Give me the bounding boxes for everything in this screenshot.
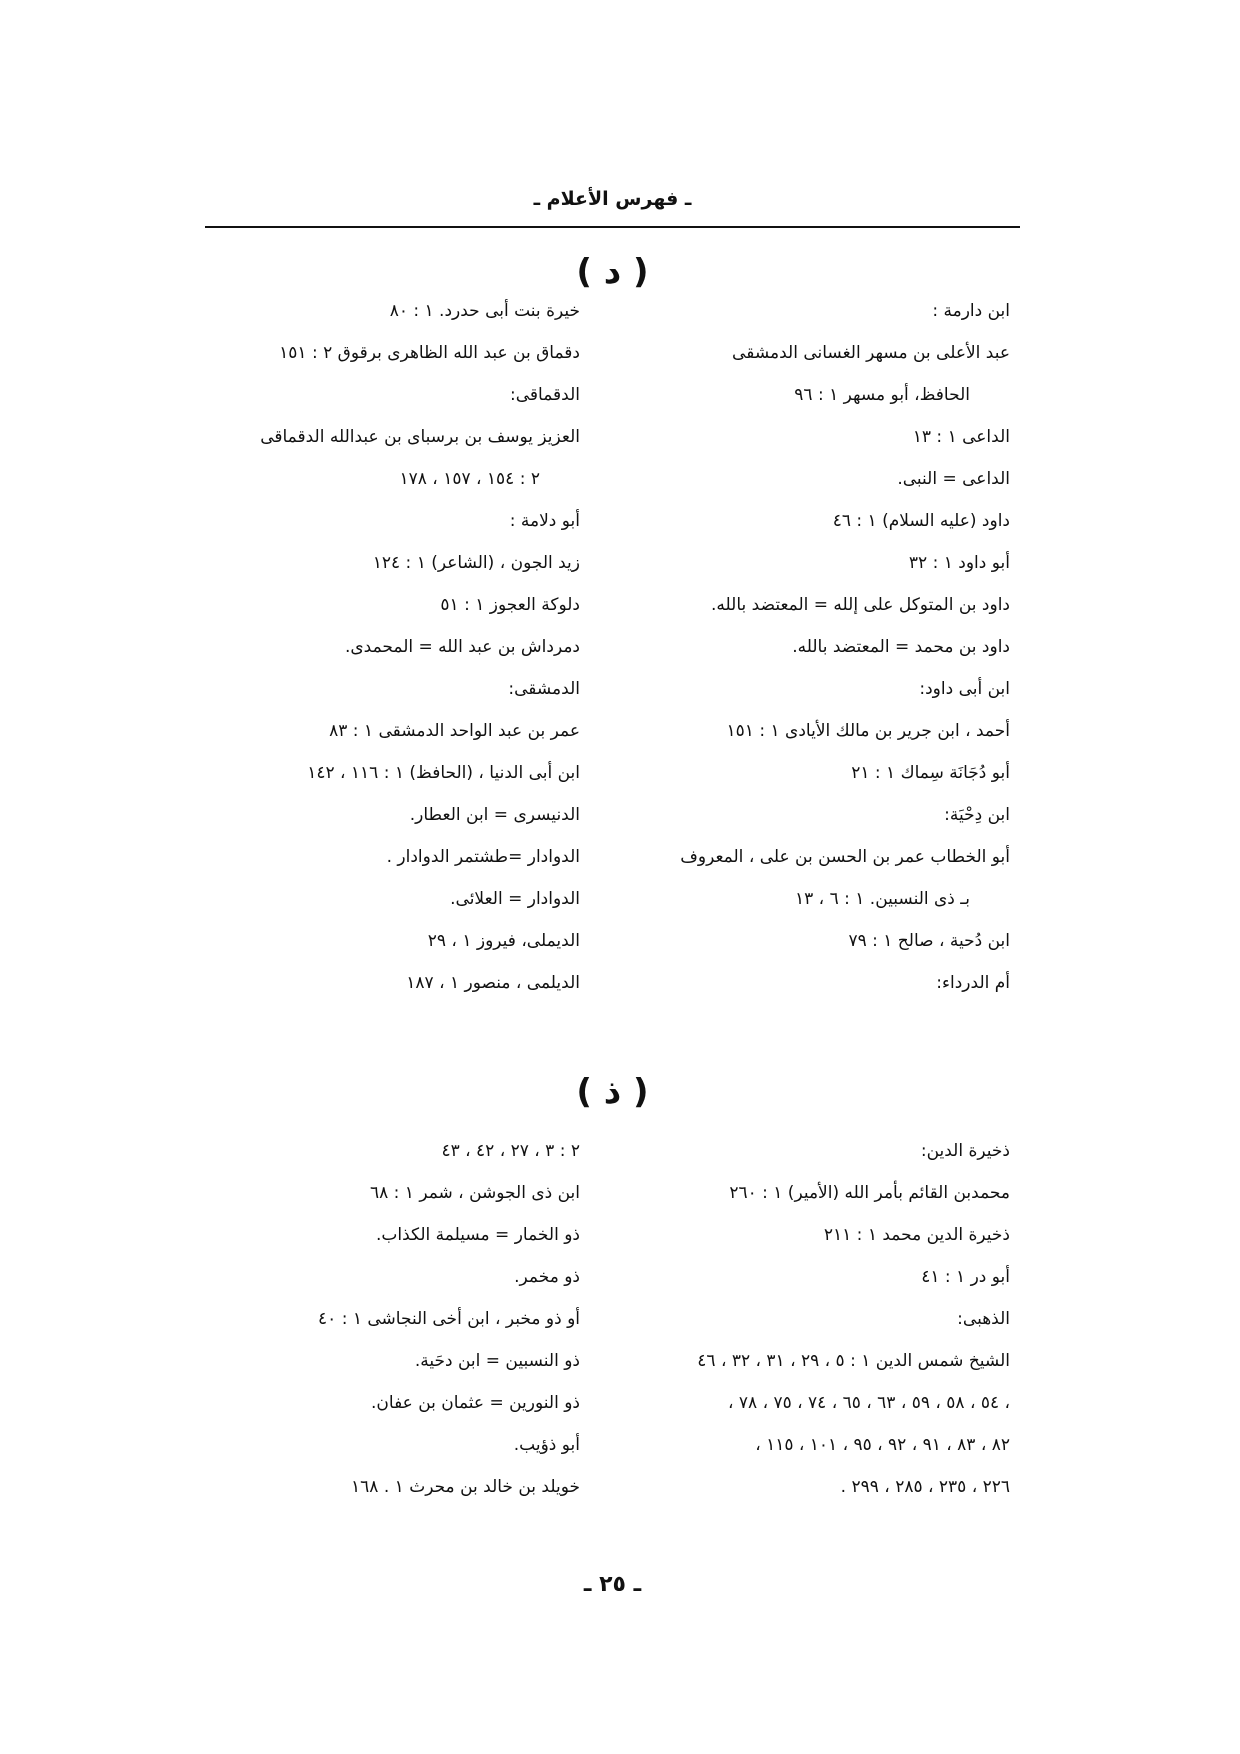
index-entry: ٨٢ ، ٨٣ ، ٩١ ، ٩٢ ، ٩٥ ، ١٠١ ، ١١٥ ، xyxy=(755,1435,1010,1455)
index-entry: الدوادار =طشتمر الدوادار . xyxy=(386,847,580,867)
index-entry: ابن دُحية ، صالح ١ : ٧٩ xyxy=(848,931,1010,951)
index-entry: الدنيسرى = ابن العطار. xyxy=(409,805,580,825)
index-entry: الداعى ١ : ١٣ xyxy=(912,427,1010,447)
index-entry: خيرة بنت أبى حدرد. ١ : ٨٠ xyxy=(389,301,580,321)
index-entry: الشيخ شمس الدين ١ : ٥ ، ٢٩ ، ٣١ ، ٣٢ ، ٤٦ xyxy=(697,1351,1010,1371)
index-entry: بـ ذى النسبين. ١ : ٦ ، ١٣ xyxy=(795,889,970,909)
index-entry: أبو داود ١ : ٣٢ xyxy=(908,553,1010,573)
index-entry: ذو النورين = عثمان بن عفان. xyxy=(371,1393,580,1413)
index-entry: الدمشقى: xyxy=(508,679,580,699)
index-entry: دقماق بن عبد الله الظاهرى برقوق ٢ : ١٥١ xyxy=(279,343,580,363)
page-number: ـ ٢٥ ـ xyxy=(583,1572,642,1597)
section-heading-dhal: ( ذ ) xyxy=(576,1072,649,1112)
index-entry: ابن أبى داود: xyxy=(919,679,1010,699)
index-entry: ابن دارمة : xyxy=(932,301,1010,321)
index-entry: داود بن محمد = المعتضد بالله. xyxy=(792,637,1010,657)
index-entry: ابن ذى الجوشن ، شمر ١ : ٦٨ xyxy=(369,1183,580,1203)
index-entry: الذهبى: xyxy=(957,1309,1010,1329)
header-rule xyxy=(205,226,1020,228)
index-entry: الدوادار = العلائى. xyxy=(450,889,580,909)
section-dhal-right-column xyxy=(600,1130,1010,1508)
index-entry: الدقماقى: xyxy=(510,385,580,405)
index-entry: عبد الأعلى بن مسهر الغسانى الدمشقى xyxy=(732,343,1010,363)
index-entry: أبو الخطاب عمر بن الحسن بن على ، المعروف xyxy=(680,847,1010,867)
index-entry: خويلد بن خالد بن محرث ١ . ١٦٨ xyxy=(351,1477,580,1497)
index-entry: ذو الخمار = مسيلمة الكذاب. xyxy=(375,1225,580,1245)
index-entry: ٢ : ٣ ، ٢٧ ، ٤٢ ، ٤٣ xyxy=(441,1141,580,1161)
index-entry: داود بن المتوكل على إلله = المعتضد بالله. xyxy=(711,595,1010,615)
section-heading-dal: ( د ) xyxy=(576,252,649,292)
index-entry: أبو دُجَانَة سِماك ١ : ٢١ xyxy=(851,763,1010,783)
index-entry: الحافظ، أبو مسهر ١ : ٩٦ xyxy=(794,385,970,405)
index-entry: دمرداش بن عبد الله = المحمدى. xyxy=(344,637,580,657)
section-dal-left-column xyxy=(170,290,580,1004)
index-entry: ذخيرة الدين: xyxy=(920,1141,1010,1161)
index-entry: أحمد ، ابن جرير بن مالك الأيادى ١ : ١٥١ xyxy=(726,721,1010,741)
index-entry: داود (عليه السلام) ١ : ٤٦ xyxy=(832,511,1010,531)
section-dal-right-column xyxy=(600,290,1010,1004)
index-entry: محمدبن القائم بأمر الله (الأمير) ١ : ٢٦٠ xyxy=(729,1183,1010,1203)
index-entry: أبو دلامة : xyxy=(509,511,580,531)
index-entry: عمر بن عبد الواحد الدمشقى ١ : ٨٣ xyxy=(329,721,580,741)
index-entry: ، ٥٤ ، ٥٨ ، ٥٩ ، ٦٣ ، ٦٥ ، ٧٤ ، ٧٥ ، ٧٨ ، xyxy=(728,1393,1010,1413)
index-entry: أم الدرداء: xyxy=(936,973,1010,993)
section-dhal-left-column xyxy=(170,1130,580,1508)
index-entry: أبو در ١ : ٤١ xyxy=(921,1267,1010,1287)
index-entry: أو ذو مخبر ، ابن أخى النجاشى ١ : ٤٠ xyxy=(318,1309,580,1329)
index-entry: دلوكة العجوز ١ : ٥١ xyxy=(440,595,580,615)
index-entry: الديملى، فيروز ١ ، ٢٩ xyxy=(427,931,580,951)
index-entry: العزيز يوسف بن برسباى بن عبدالله الدقماقى xyxy=(260,427,580,447)
index-entry: الداعى = النبى. xyxy=(897,469,1010,489)
index-entry: ذو النسبين = ابن دحَية. xyxy=(414,1351,580,1371)
index-entry: ابن أبى الدنيا ، (الحافظ) ١ : ١١٦ ، ١٤٢ xyxy=(307,763,580,783)
index-entry: زيد الجون ، (الشاعر) ١ : ١٢٤ xyxy=(372,553,580,573)
index-entry: ابن دِحْيَة: xyxy=(944,805,1010,825)
index-entry: أبو ذؤيب. xyxy=(513,1435,580,1455)
index-entry: ذخيرة الدين محمد ١ : ٢١١ xyxy=(823,1225,1010,1245)
running-header: ـ فهرس الأعلام ـ xyxy=(533,188,692,210)
index-entry: الديلمى ، منصور ١ ، ١٨٧ xyxy=(406,973,580,993)
index-entry: ذو مخمر. xyxy=(514,1267,580,1287)
index-entry: ٢ : ١٥٤ ، ١٥٧ ، ١٧٨ xyxy=(399,469,540,489)
index-entry: ٢٢٦ ، ٢٣٥ ، ٢٨٥ ، ٢٩٩ . xyxy=(840,1477,1010,1497)
